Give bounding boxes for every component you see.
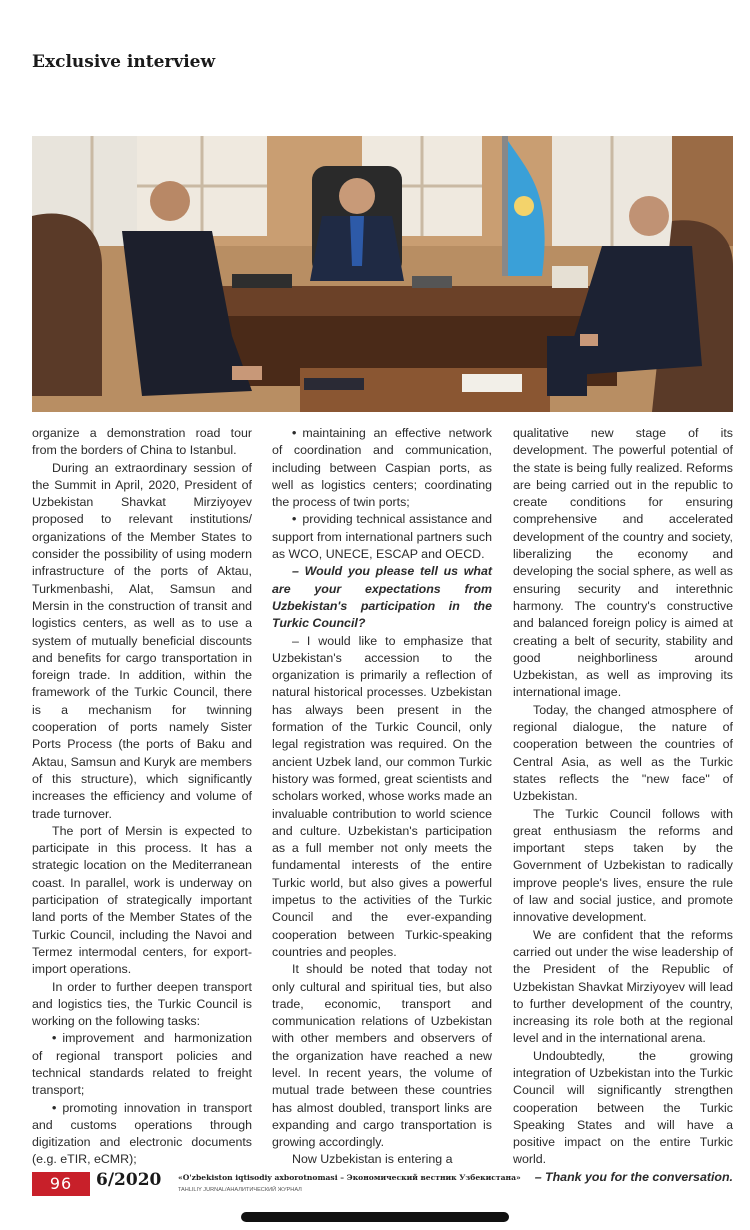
- paragraph: The port of Mersin is expected to participate in this process. It has a strategic location on the Mediterranean coast. In parallel, work is underway on participation of strategically important land ports of the Member States of the Turkic Council, including the Navoi and Termez intermodal centers, for export-import operations.: [32, 823, 252, 977]
- paragraph: It should be noted that today not only cultural and spiritual ties, but also trade, economic, transport and communication relations of Uzbekistan with other members and observers of the organization have reached a new level. In recent years, the volume of mutual trade between these countries has almost doubled, transport links are expanding and cargo transportation is growing accordingly.: [272, 962, 492, 1150]
- article-column-3: [513, 425, 733, 1186]
- bullet-icon: •: [52, 1100, 57, 1115]
- page-footer: [32, 1170, 733, 1198]
- journal-subtitle: TAHLILIY JURNAL/АНАЛИТИЧЕСКИЙ ЖУРНАЛ: [178, 1187, 302, 1193]
- page-number: 96: [32, 1172, 90, 1196]
- paragraph: qualitative new stage of its development. The powerful potential of the state is being fully realized. Reforms are being carried out in the republic to create conditions for ensuring comprehensive and accelerated development of the country and society, liberalizing the economy and developing the social sphere, as well as ensuring security and interethnic harmony. The country's constructive and balanced foreign policy is aimed at creating a belt of security, stability and good neighborliness around Uzbekistan, as well as improving its international image.: [513, 426, 733, 700]
- paragraph: Undoubtedly, the growing integration of Uzbekistan into the Turkic Council will significantly strengthen cooperation between the Turkic Speaking States and will have a positive impact on the entire Turkic world.: [513, 1048, 733, 1167]
- paragraph: During an extraordinary session of the Summit in April, 2020, President of Uzbekistan Shavkat Mirziyoyev proposed to relevant institutions/ organizations of the Member States to consider the possibility of using modern infrastructure of the ports of Aktau, Turkmenbashi, Alat, Samsun and Mersin in the construction of transit and logistics centers, as well as to use a system of mutually beneficial discounts and benefits for cargo transportation in foreign trade. In addition, within the framework of the Turkic Council, there is a mechanism for twinning cooperation of ports namely Sister Ports Process (the ports of Baku and Aktau, Samsun and Kuryk are members of this structure), which significantly increases the efficiency and volume of trade turnover.: [32, 460, 252, 821]
- article-column-2: [272, 425, 492, 1169]
- bullet-text: providing technical assistance and support from international partners such as WCO, UNECE, ESCAP and OECD.: [272, 512, 492, 562]
- bullet-icon: •: [292, 512, 297, 527]
- bullet-icon: •: [52, 1031, 57, 1046]
- bullet-text: maintaining an effective network of coordination and communication, including between Caspian ports, as well as logistics centers; coordinating the process of twin ports;: [272, 426, 492, 510]
- paragraph: In order to further deepen transport and logistics ties, the Turkic Council is working on the following tasks:: [32, 979, 252, 1029]
- home-indicator[interactable]: [241, 1212, 509, 1222]
- paragraph: The Turkic Council follows with great enthusiasm the reforms and important steps taken by the Government of Uzbekistan to radically improve people's lives, ensure the rule of law and social justice, and promote innovative development.: [513, 806, 733, 925]
- paragraph: Now Uzbekistan is entering a: [292, 1152, 453, 1167]
- bullet-item: [272, 511, 492, 563]
- bullet-text: promoting innovation in transport and customs operations through digitization and electronic documents (e.g. eTIR, eCMR);: [32, 1100, 252, 1167]
- bullet-icon: •: [292, 426, 297, 440]
- interview-closing: – Thank you for the conversation.: [534, 1169, 733, 1184]
- interview-question: – Would you please tell us what are your expectations from Uzbekistan's participation in the Turkic Council?: [272, 564, 492, 631]
- bullet-text: improvement and harmonization of regional transport policies and technical standards related to freight transport;: [32, 1031, 252, 1098]
- paragraph: We are confident that the reforms carried out under the wise leadership of the President of the Republic of Uzbekistan Shavkat Mirziyoyev will lead to further development of the country, increasing its role both at the regional level and in the international arena.: [513, 927, 733, 1046]
- bullet-item: [32, 1030, 252, 1099]
- article-column-1: [32, 425, 252, 1169]
- journal-name: «O'zbekiston iqtisodiy axborotnomasi – Экономический вестник Узбекистана»: [178, 1173, 521, 1182]
- issue-number: 6/2020: [96, 1170, 162, 1190]
- paragraph: Today, the changed atmosphere of regional dialogue, the nature of cooperation between the countries of Central Asia, as well as the Turkic states reflects the "new face" of Uzbekistan.: [513, 702, 733, 804]
- interview-photo: [32, 136, 733, 412]
- bullet-item: [272, 425, 492, 511]
- bullet-item: [32, 1100, 252, 1169]
- paragraph: organize a demonstration road tour from the borders of China to Istanbul.: [32, 426, 252, 458]
- paragraph: – I would like to emphasize that Uzbekistan's accession to the organization is primarily a reflection of natural historical processes. Uzbekistan has always been present in the formation of the Turkic Council, only legal registration was required. On the ancient Uzbek land, our common Turkic history was formed, great scientists and scholars worked, whose works made an invaluable contribution to world science and culture. Uzbekistan's participation as a full member not only meets the fundamental interests of the entire Turkic world, but also gives a powerful impetus to the activities of the Turkic Council and the ever-expanding cooperation between Turkic-speaking countries and peoples.: [272, 633, 492, 959]
- section-title: Exclusive interview: [32, 52, 216, 72]
